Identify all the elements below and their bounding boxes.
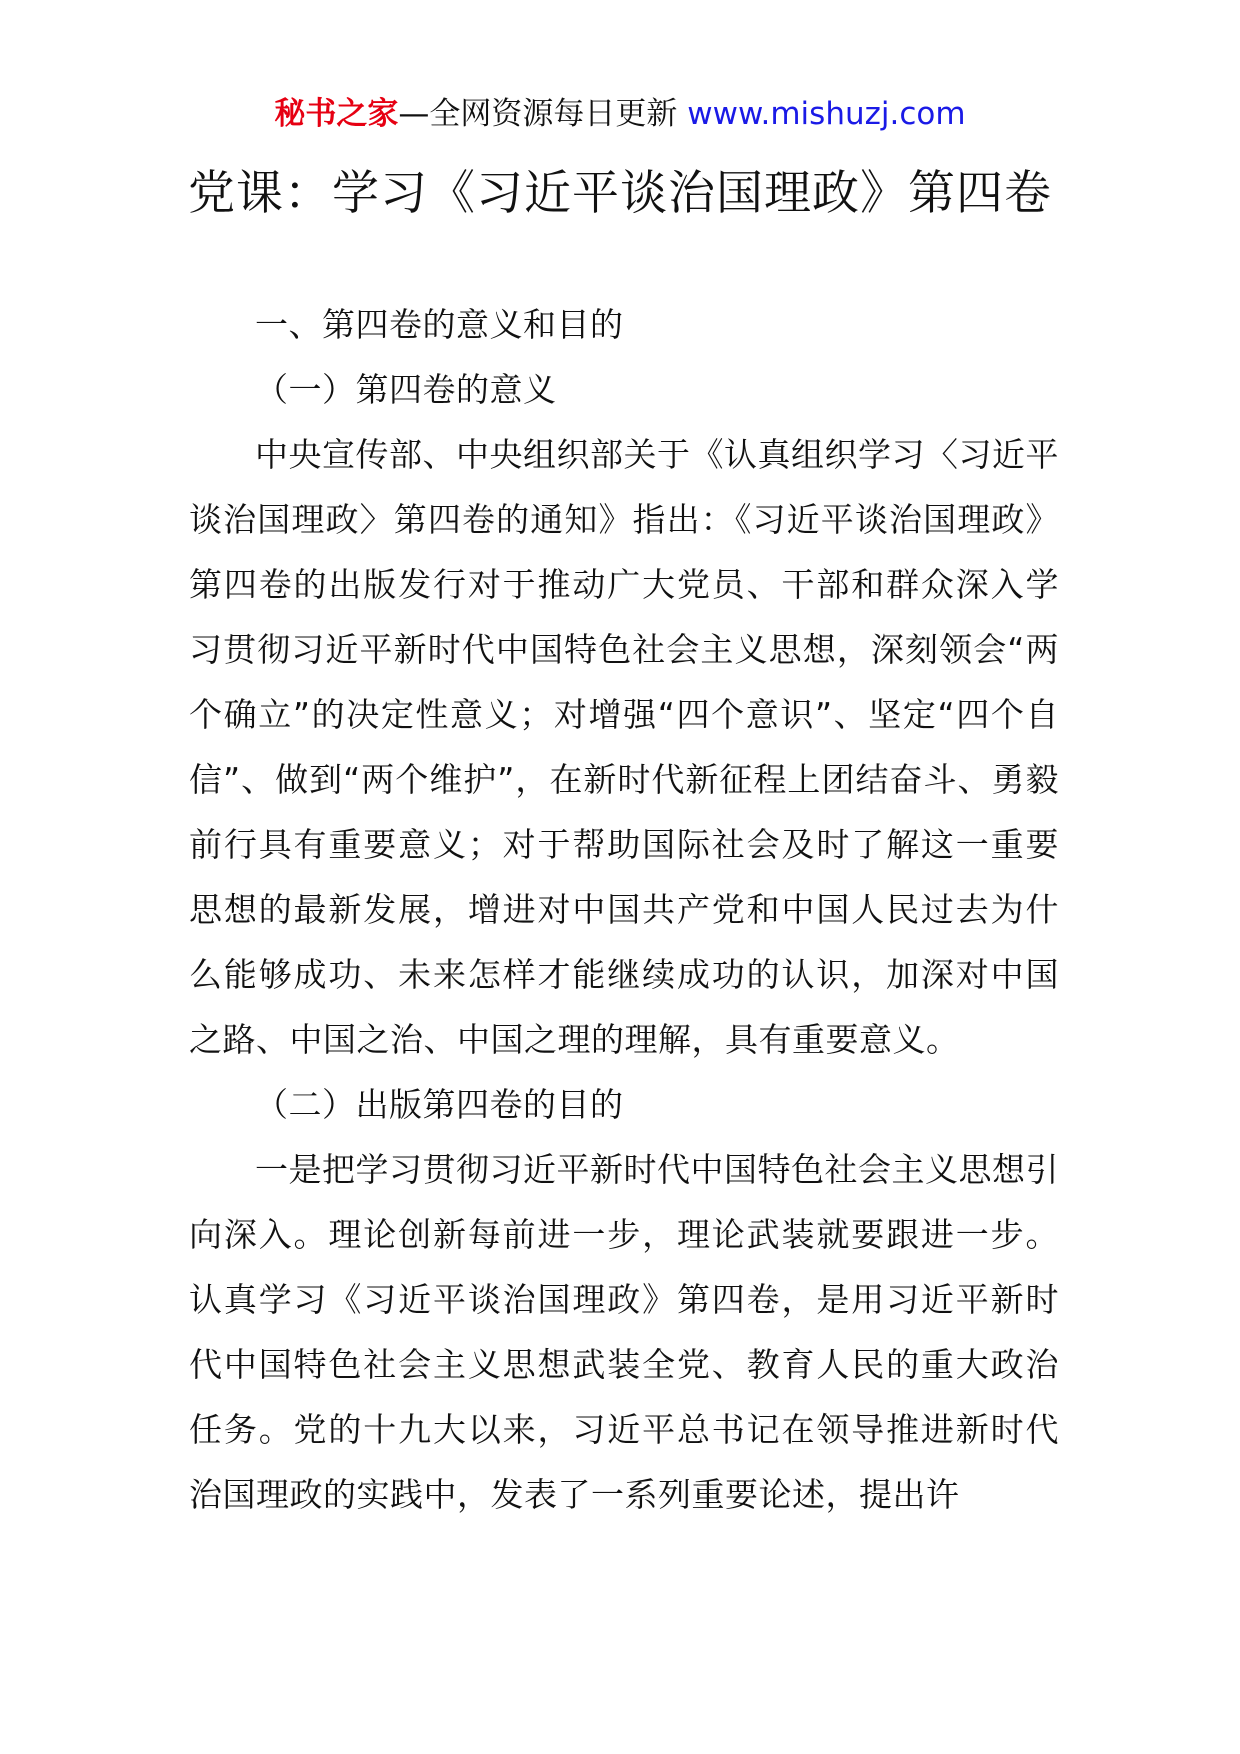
subsection-heading: （一）第四卷的意义 — [255, 370, 557, 409]
section-heading: 一、第四卷的意义和目的 — [255, 305, 624, 344]
paragraph: 一是把学习贯彻习近平新时代中国特色社会主义思想引向深入。理论创新每前进一步，理论武装就要跟进一步。认真学习《习近平谈治国理政》第四卷，是用习近平新时代中国特色社会主义思想武装全党、教育人民的重大政治任务。党的十九大以来，习近平总书记在领导推进新时代治国理政的实践中，发表了一系列重要论述，提出许 — [189, 1150, 1059, 1514]
site-header — [0, 92, 1240, 136]
document-title: 党课：学习《习近平谈治国理政》第四卷 — [188, 166, 1052, 221]
site-url[interactable]: www.mishuzj.com — [687, 96, 966, 132]
paragraph: 中央宣传部、中央组织部关于《认真组织学习〈习近平谈治国理政〉第四卷的通知》指出：《习近平谈治国理政》第四卷的出版发行对于推动广大党员、干部和群众深入学习贯彻习近平新时代中国特色社会主义思想，深刻领会“两个确立”的决定性意义；对增强“四个意识”、坚定“四个自信”、做到“两个维护”，在新时代新征程上团结奋斗、勇毅前行具有重要意义；对于帮助国际社会及时了解这一重要思想的最新发展，增进对中国共产党和中国人民过去为什么能够成功、未来怎样才能继续成功的认识，加深对中国之路、中国之治、中国之理的理解，具有重要意义。 — [189, 435, 1059, 1059]
site-slogan: —全网资源每日更新 — [398, 96, 688, 132]
subsection-heading: （二）出版第四卷的目的 — [255, 1085, 624, 1124]
site-brand: 秘书之家 — [274, 96, 399, 132]
document-body — [189, 292, 1059, 1527]
